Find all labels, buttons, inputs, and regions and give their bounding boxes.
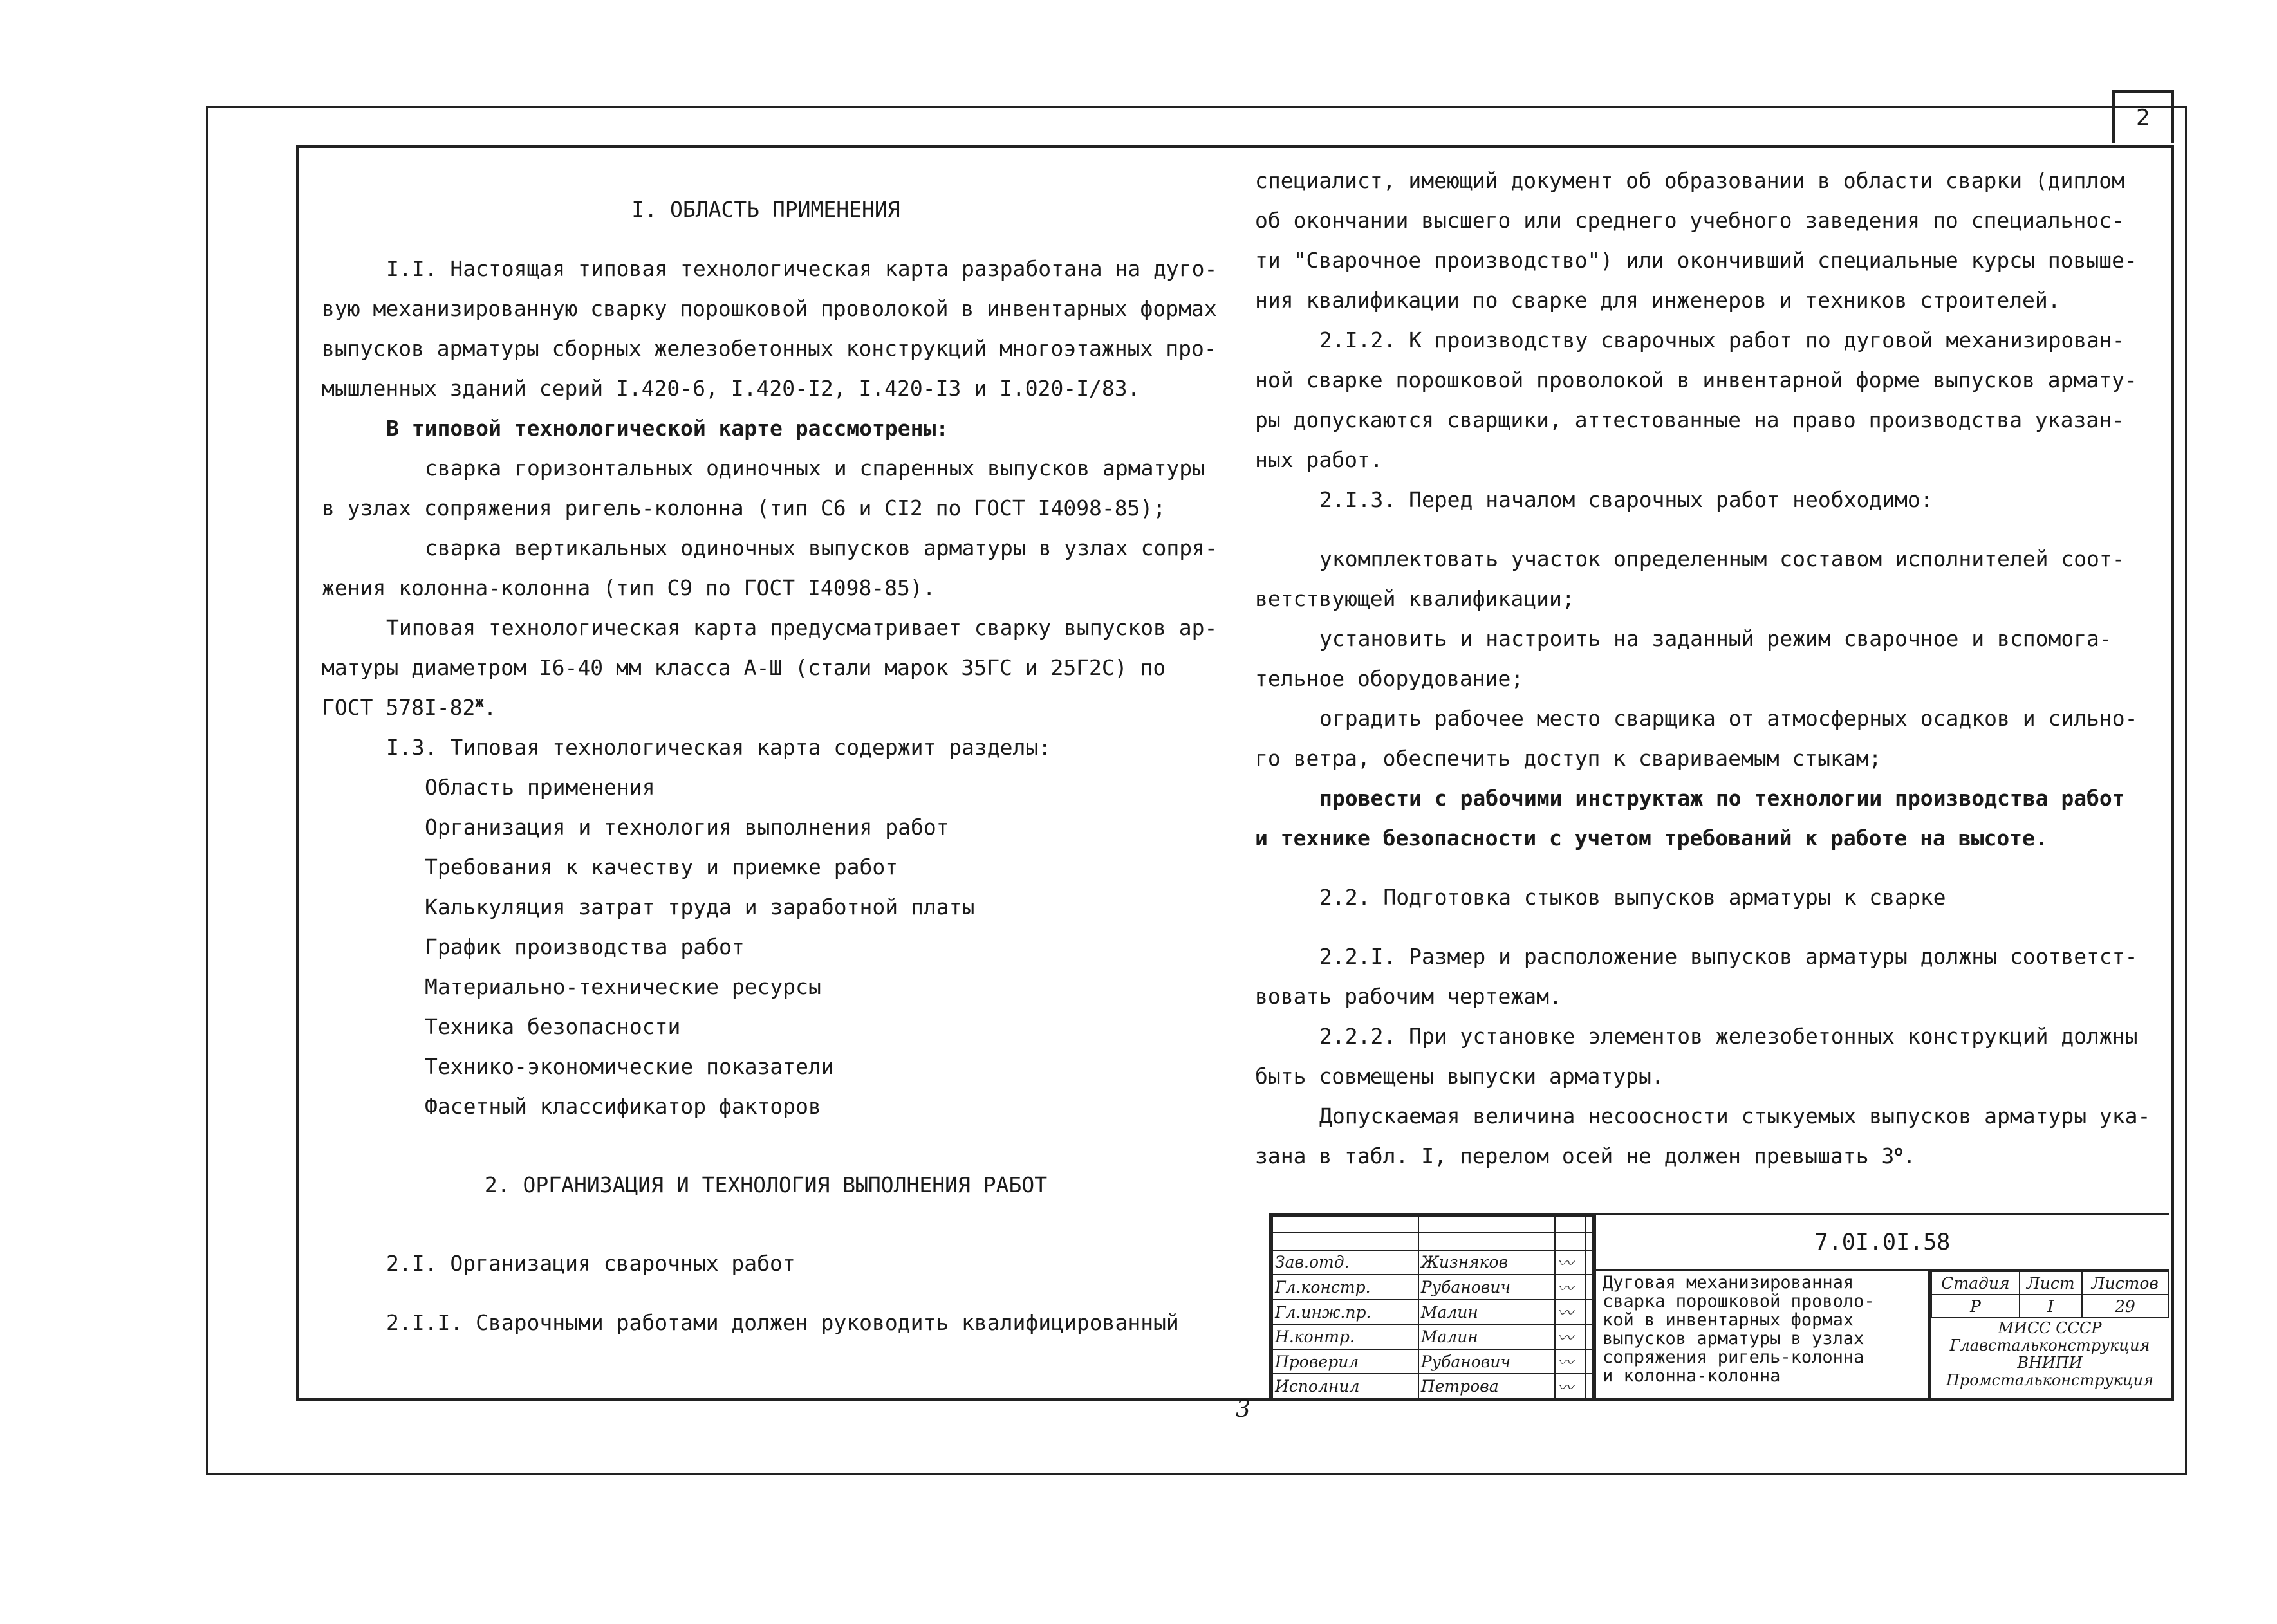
organization [1931, 1320, 2169, 1389]
staff-role: Зав.отд. [1272, 1250, 1418, 1275]
sheets-header: Листов [2082, 1271, 2168, 1295]
org-line: Промстальконструкция [1946, 1371, 2153, 1389]
p2-2-2-line2: быть совмещены выпуски арматуры. [1255, 1064, 1664, 1089]
gost-end: . [483, 695, 497, 720]
gost-star: ж [475, 695, 484, 711]
title-line: и колонна-колонна [1603, 1366, 1781, 1386]
p2-1-1: 2.I.I. Сварочными работами должен руководить квалифицированный [386, 1310, 1179, 1335]
item-a-line1: сварка горизонтальных одиночных и спаренных выпусков арматуры [425, 456, 1205, 481]
staff-role: Исполнил [1272, 1374, 1418, 1399]
title-block [1269, 1213, 2169, 1399]
item4-line2: и технике безопасности с учетом требований к работе на высоте. [1255, 826, 2048, 851]
section-item: График производства работ [425, 934, 745, 959]
p1-1-line3: выпусков арматуры сборных железобетонных конструкций многоэтажных про- [322, 336, 1217, 361]
p2-1-2-line3: ры допускаются сварщики, аттестованные на право производства указан- [1255, 407, 2125, 432]
signature: 〰 [1555, 1349, 1586, 1374]
signature: 〰 [1555, 1250, 1586, 1275]
section-item: Область применения [425, 775, 655, 800]
section-item: Технико-экономические показатели [425, 1054, 834, 1079]
staff-name: Рубанович [1418, 1349, 1555, 1374]
p-tolerance-line1: Допускаемая величина несоосности стыкуемых выпусков арматуры ука- [1319, 1103, 2151, 1129]
title-line: кой в инвентарных формах [1603, 1310, 1854, 1330]
staff-grid [1272, 1215, 1594, 1399]
stage-sheet-block [1928, 1271, 2169, 1399]
staff-name: Петрова [1418, 1374, 1555, 1399]
staff-name: Жизняков [1418, 1250, 1555, 1275]
p-reviewed: В типовой технологической карте рассмотрены: [386, 416, 949, 441]
org-line: МИСС СССР [1998, 1319, 2102, 1337]
section-item: Требования к качеству и приемке работ [425, 854, 898, 880]
document-title [1594, 1271, 1928, 1399]
staff-name: Малин [1418, 1300, 1555, 1325]
section-item: Техника безопасности [425, 1014, 681, 1039]
stage-value: Р [1931, 1295, 2020, 1318]
cont-line2: об окончании высшего или среднего учебного заведения по специальнос- [1255, 208, 2125, 233]
item-b-line2: жения колонна-колонна (тип С9 по ГОСТ I4098-85). [322, 575, 936, 600]
staff-role: Н.контр. [1272, 1324, 1418, 1349]
item3-line2: го ветра, обеспечить доступ к свариваемым стыкам; [1255, 746, 1882, 771]
document-code: 7.0I.0I.58 [1594, 1215, 2169, 1271]
p2-2-1-line2: вовать рабочим чертежам. [1255, 984, 1562, 1009]
p-provides-line1: Типовая технологическая карта предусматривает сварку выпусков ар- [386, 615, 1218, 640]
p1-3: I.3. Типовая технологическая карта содержит разделы: [386, 735, 1052, 760]
p2-1-2-line2: ной сварке порошковой проволокой в инвентарной форме выпусков армату- [1255, 367, 2137, 392]
cont-line3: ти "Сварочное производство") или окончивший специальные курсы повыше- [1255, 248, 2137, 273]
section2-title: 2. ОРГАНИЗАЦИЯ И ТЕХНОЛОГИЯ ВЫПОЛНЕНИЯ РАБОТ [484, 1172, 1048, 1197]
handwritten-page-number: 3 [1236, 1396, 1250, 1423]
item1-line2: ветствующей квалификации; [1255, 586, 1575, 611]
p2-1-2-line4: ных работ. [1255, 447, 1383, 472]
p2-1-2-line1: 2.I.2. К производству сварочных работ по дуговой механизирован- [1319, 328, 2125, 353]
section-item: Калькуляция затрат труда и заработной платы [425, 894, 975, 919]
p2-1-3: 2.I.3. Перед началом сварочных работ необходимо: [1319, 487, 1933, 512]
org-line: Главстальконструкция [1949, 1336, 2150, 1354]
degree-sign: о [1894, 1143, 1903, 1159]
left-column [322, 190, 1218, 1343]
right-column [1255, 161, 2151, 1176]
p1-1-line2: вую механизированную сварку порошковой проволокой в инвентарных формах [322, 296, 1217, 321]
item-a-line2: в узлах сопряжения ригель-колонна (тип С6 и СI2 по ГОСТ I4098-85); [322, 495, 1166, 521]
item-b-line1: сварка вертикальных одиночных выпусков арматуры в узлах сопря- [425, 535, 1218, 560]
staff-role: Гл.констр. [1272, 1275, 1418, 1300]
staff-name: Малин [1418, 1324, 1555, 1349]
section-item: Фасетный классификатор факторов [425, 1094, 821, 1119]
section-item: Организация и технология выполнения работ [425, 815, 949, 840]
p2-1: 2.I. Организация сварочных работ [386, 1251, 795, 1276]
signature: 〰 [1555, 1300, 1586, 1325]
sheet-header: Лист [2020, 1271, 2082, 1295]
p-provides-line3 [322, 688, 1210, 728]
gost-ref: ГОСТ 578I-82 [322, 695, 476, 720]
signature: 〰 [1555, 1324, 1586, 1349]
item4-line1: провести с рабочими инструктаж по технологии производства работ [1319, 786, 2125, 811]
tolerance-end: . [1902, 1143, 1916, 1168]
p2-2-1-line1: 2.2.I. Размер и расположение выпусков арматуры должны соответст- [1319, 944, 2138, 969]
cont-line1: специалист, имеющий документ об образовании в области сварки (диплом [1255, 168, 2125, 193]
sheet-value: I [2020, 1295, 2082, 1318]
item1-line1: укомплектовать участок определенным составом исполнителей соот- [1319, 546, 2125, 571]
staff-role: Проверил [1272, 1349, 1418, 1374]
item3-line1: оградить рабочее место сварщика от атмосферных осадков и сильно- [1319, 706, 2138, 731]
stage-header: Стадия [1931, 1271, 2020, 1295]
title-line: сопряжения ригель-колонна [1603, 1347, 1864, 1367]
org-line: ВНИПИ [2017, 1354, 2083, 1372]
title-line: сварка порошковой проволо- [1603, 1291, 1875, 1311]
p1-1-line4: мышленных зданий серий I.420-6, I.420-I2, I.420-I3 и I.020-I/83. [322, 376, 1140, 401]
tolerance-text: зана в табл. I, перелом осей не должен превышать 3 [1255, 1143, 1895, 1168]
p2-2-2-line1: 2.2.2. При установке элементов железобетонных конструкций должны [1319, 1024, 2138, 1049]
staff-name: Рубанович [1418, 1275, 1555, 1300]
p-provides-line2: матуры диаметром I6-40 мм класса А-Ш (стали марок 35ГС и 25Г2С) по [322, 655, 1166, 680]
item2-line1: установить и настроить на заданный режим сварочное и вспомога- [1319, 626, 2112, 651]
p1-1-line1: I.I. Настоящая типовая технологическая карта разработана на дуго- [386, 256, 1218, 281]
p2-2: 2.2. Подготовка стыков выпусков арматуры к сварке [1319, 885, 1946, 910]
sheets-value: 29 [2082, 1295, 2168, 1318]
cont-line4: ния квалификации по сварке для инженеров и техников строителей. [1255, 288, 2061, 313]
sheet-number: 2 [2112, 90, 2174, 143]
item2-line2: тельное оборудование; [1255, 666, 1524, 691]
title-line: выпусков арматуры в узлах [1603, 1329, 1864, 1349]
title-line: Дуговая механизированная [1603, 1273, 1854, 1293]
signature: 〰 [1555, 1275, 1586, 1300]
section1-title: I. ОБЛАСТЬ ПРИМЕНЕНИЯ [631, 197, 900, 222]
p-tolerance-line2 [1255, 1136, 2143, 1176]
section-item: Материально-технические ресурсы [425, 974, 821, 999]
staff-role: Гл.инж.пр. [1272, 1300, 1418, 1325]
signature: 〰 [1555, 1374, 1586, 1399]
